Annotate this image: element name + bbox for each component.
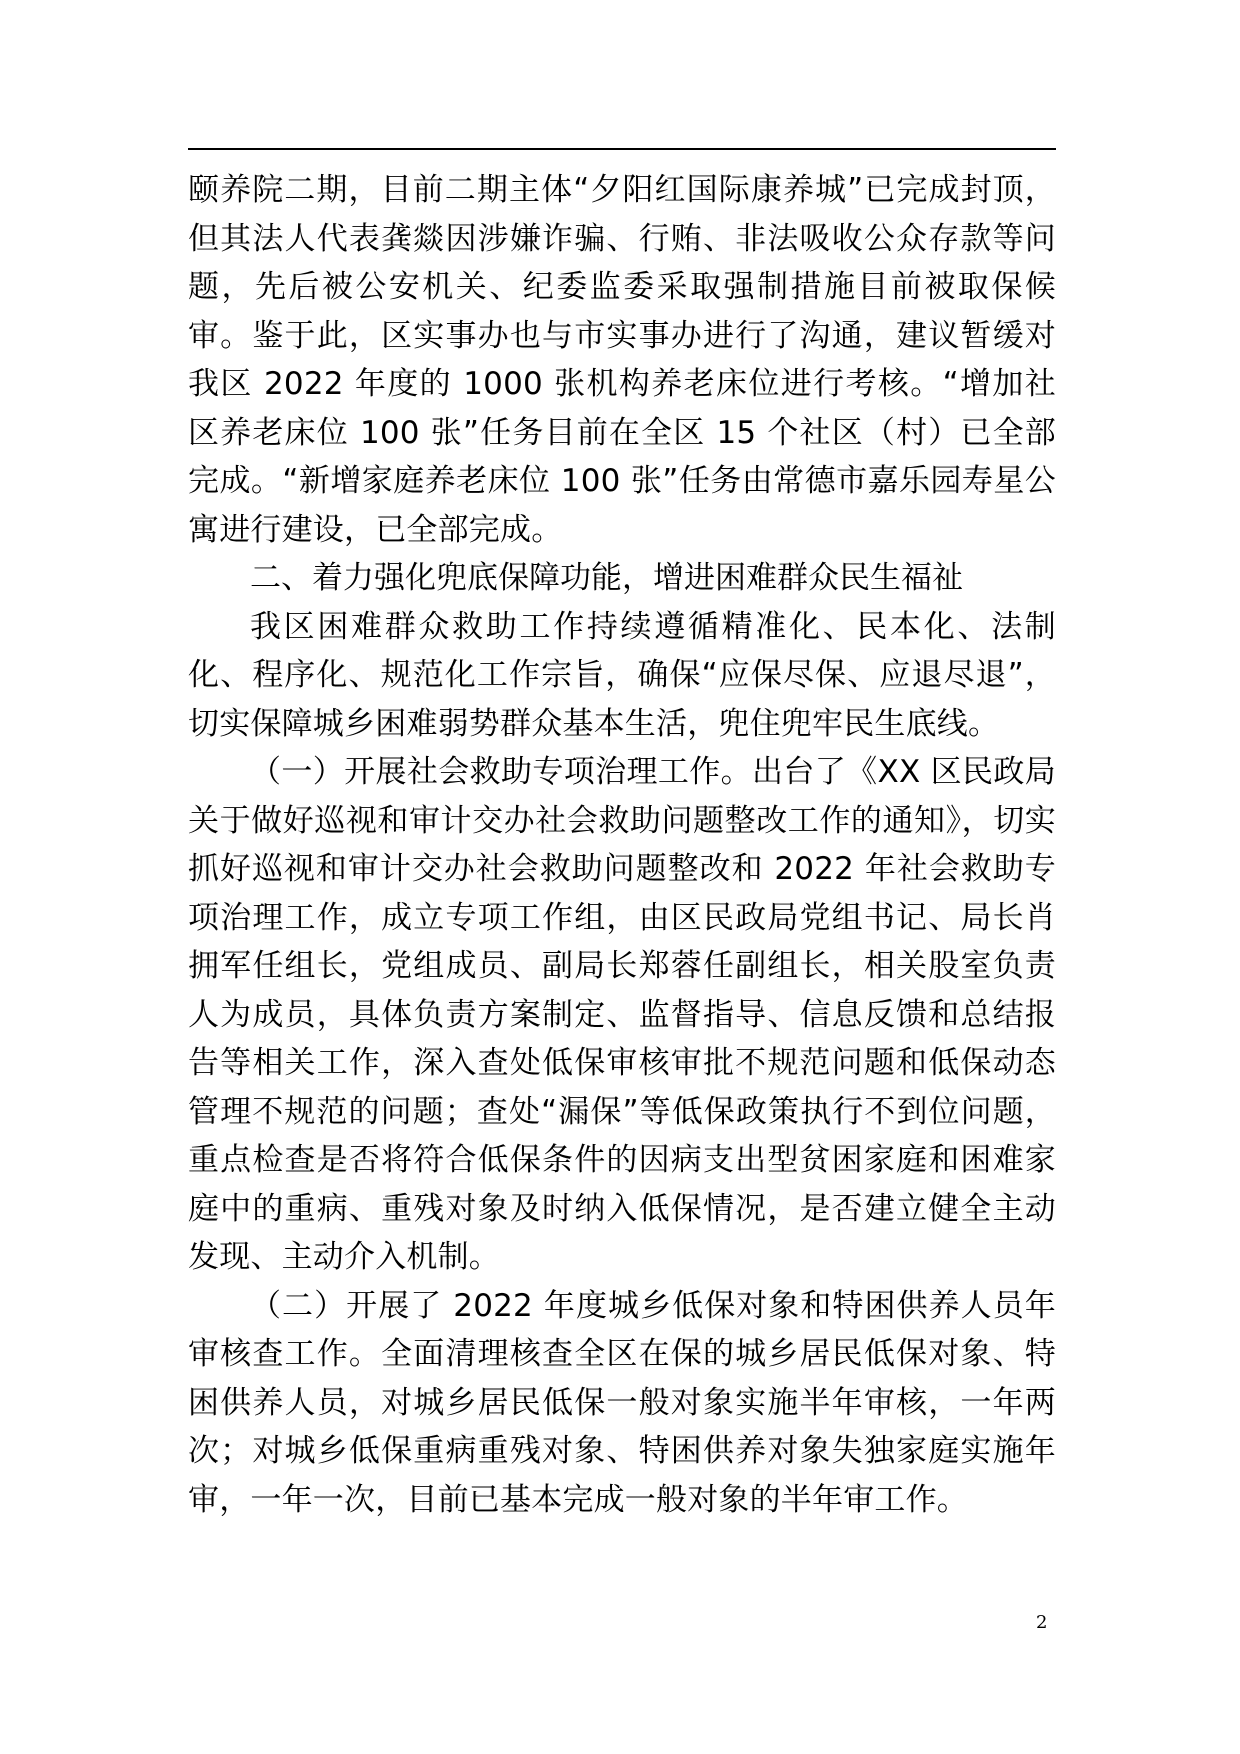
header-rule — [188, 148, 1056, 150]
paragraph-intro: 我区困难群众救助工作持续遵循精准化、民本化、法制化、程序化、规范化工作宗旨，确保“应保尽保、应退尽退”，切实保障城乡困难弱势群众基本生活，兜住兜牢民生底线。 — [188, 608, 1056, 742]
document-body — [188, 166, 1056, 1524]
paragraph-subsection-2: （二）开展了 2022 年度城乡低保对象和特困供养人员年审核查工作。全面清理核查全区在保的城乡居民低保对象、特困供养人员，对城乡居民低保一般对象实施半年审核，一年两次；对城乡低保重病重残对象、特困供养对象失独家庭实施年审，一年一次，目前已基本完成一般对象的半年审工作。 — [188, 1287, 1056, 1518]
paragraph-continuation: 颐养院二期，目前二期主体“夕阳红国际康养城”已完成封顶，但其法人代表龚燚因涉嫌诈骗、行贿、非法吸收公众存款等问题，先后被公安机关、纪委监委采取强制措施目前被取保候审。鉴于此，区实事办也与市实事办进行了沟通，建议暂缓对我区 2022 年度的 1000 张机构养老床位进行考核。“增加社区养老床位 100 张”任务目前在全区 15 个社区（村）已全部完成。“新增家庭养老床位 100 张”任务由常德市嘉乐园寿星公寓进行建设，已全部完成。 — [188, 172, 1056, 548]
section-heading: 二、着力强化兜底保障功能，增进困难群众民生福祉 — [250, 560, 963, 596]
page-number: 2 — [1036, 1612, 1048, 1633]
paragraph-subsection-1: （一）开展社会救助专项治理工作。出台了《XX 区民政局关于做好巡视和审计交办社会救助问题整改工作的通知》，切实抓好巡视和审计交办社会救助问题整改和 2022 年社会救助专项治理工作，成立专项工作组，由区民政局党组书记、局长肖拥军任组长，党组成员、副局长郑蓉任副组长，相关股室负责人为成员，具体负责方案制定、监督指导、信息反馈和总结报告等相关工作，深入查处低保审核审批不规范问题和低保动态管理不规范的问题；查处“漏保”等低保政策执行不到位问题，重点检查是否将符合低保条件的因病支出型贫困家庭和困难家庭中的重病、重残对象及时纳入低保情况，是否建立健全主动发现、主动介入机制。 — [188, 754, 1056, 1275]
